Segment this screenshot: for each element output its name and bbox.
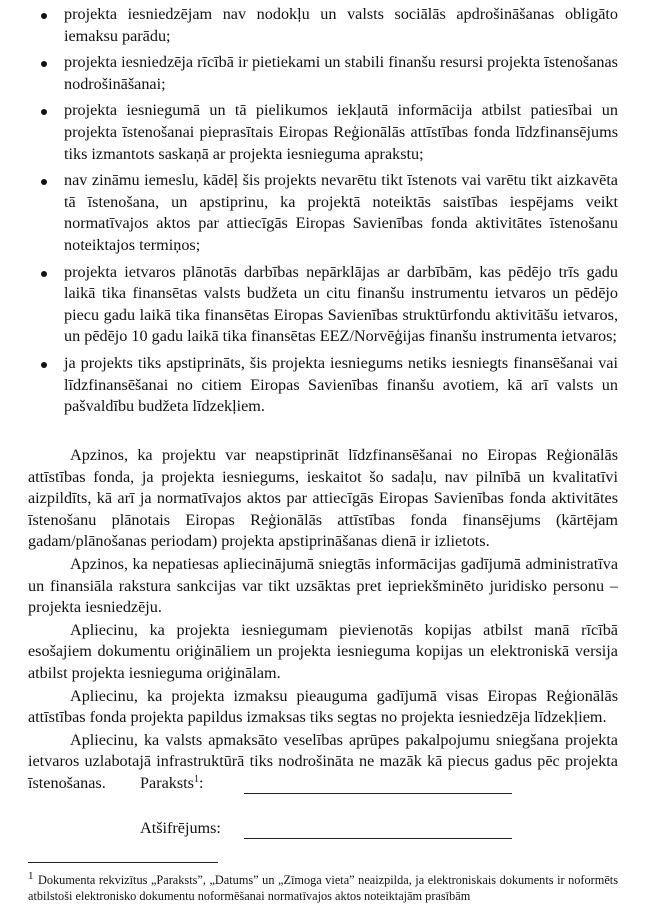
signature-label [140, 774, 203, 793]
paragraph-certify-copies: Apliecinu, ka projekta iesniegumam pievienotās kopijas atbilst manā rīcībā esošajiem dokumentu oriģināliem un projekta iesnieguma kopijas un elektroniskā versija atbilst projekta iesnieguma oriģinālam. [28, 620, 618, 682]
footnote [28, 870, 618, 904]
paragraph-acknowledgement-funding: Apzinos, ka projektu var neapstiprināt līdzfinansēšanai no Eiropas Reģionālās attīstības fonda, ja projekta iesniegums, ieskaitot šo sadaļu, nav pilnībā un kvalitatīvi aizpildīts, kā arī ja normatīvajos aktos par attiecīgās Eiropas Savienības fonda aktivitātes īstenošanu plānotais Eiropas Reģionālās attīstības fonda finansējums (kārtējam gadam/plānošanas periodam) projekta apstiprināšanas dienā ir izlietots. [28, 446, 618, 551]
bullet-text: ja projekts tiks apstiprināts, šis projekta iesniegums netiks iesniegts finansēšanai vai līdzfinansēšanai no citiem Eiropas Savienības finanšu avotiem, kā arī valsts un pašvaldību budžeta līdzekļiem. [64, 353, 618, 416]
bullet-item [0, 52, 618, 95]
bullet-icon [41, 13, 47, 19]
bullet-text: projekta iesniedzēja rīcībā ir pietiekami un stabili finanšu resursi projekta īstenošanas nodrošināšanai; [64, 53, 618, 93]
bullet-icon [41, 271, 47, 277]
signature-label-text: Paraksts [140, 774, 194, 792]
paragraph-certify-costs: Apliecinu, ka projekta izmaksu pieauguma gadījumā visas Eiropas Reģionālās attīstības fonda projekta papildus izmaksas tiks segtas no projekta iesniedzēja līdzekļiem. [28, 686, 618, 727]
declaration-bullet-list [0, 4, 645, 423]
signature-colon: : [198, 774, 204, 792]
bullet-item [0, 353, 618, 418]
bullet-icon [41, 109, 47, 115]
transcript-label: Atšifrējums: [140, 819, 221, 837]
bullet-item [0, 100, 618, 165]
transcript-line[interactable] [244, 838, 512, 839]
bullet-text: nav zināmu iemeslu, kādēļ šis projekts nevarētu tikt īstenots vai varētu tikt aizkavēta tā īstenošana, un apstiprinu, ka projektā noteiktās saistības iespējams veikt normatīvajos aktos par attiecīgās Eiropas Savienības fonda aktivitātes īstenošanu noteiktajos termiņos; [64, 171, 618, 254]
declaration-paragraphs [28, 445, 618, 795]
bullet-text: projekta iesniegumā un tā pielikumos iekļautā informācija atbilst patiesībai un projekta īstenošanai pieprasītais Eiropas Reģionālās attīstības fonda līdzfinansējums tiks izmantots saskaņā ar projekta iesnieguma aprakstu; [64, 101, 618, 163]
signature-line[interactable] [244, 793, 512, 794]
bullet-text: projekta iesniedzējam nav nodokļu un valsts sociālās apdrošināšanas obligāto iemaksu parādu; [64, 5, 618, 45]
bullet-item [0, 262, 618, 348]
footnote-text: Dokumenta rekvizītus „Paraksts”, „Datums” un „Zīmoga vieta” neaizpilda, ja elektroniskais dokuments ir noformēts atbilstoši elektronisko dokumentu noformēšanai normatīvajos aktos noteiktajām prasībām [28, 873, 618, 903]
footnote-mark: 1 [28, 870, 34, 882]
bullet-item [0, 4, 618, 47]
footnote-divider [28, 862, 218, 863]
bullet-icon [41, 179, 47, 185]
bullet-text: projekta ietvaros plānotās darbības nepārklājas ar darbībām, kas pēdējo trīs gadu laikā tika finansētas valsts budžeta un citu finanšu instrumentu ietvaros un pēdējo piecu gadu laikā tika finansētas Eiropas Savienības struktūrfondu aktivitāšu ietvaros, un pēdējo 10 gadu laikā tika finansētas EEZ/Norvēģijas finanšu instrumenta ietvaros; [64, 262, 618, 346]
paragraph-certify-healthcare: Apliecinu, ka valsts apmaksāto veselības aprūpes pakalpojumu sniegšana projekta ietvaros uzlabotajā infrastruktūrā tiks nodrošināta ne mazāk kā piecus gadus pēc projekta īstenošanas. [28, 730, 618, 792]
bullet-item [0, 170, 618, 256]
bullet-icon [41, 362, 47, 368]
paragraph-acknowledgement-sanctions: Apzinos, ka nepatiesas apliecinājumā sniegtās informācijas gadījumā administratīva un finansiāla rakstura sankcijas var tikt uzsāktas pret iepriekšminēto juridisko personu – projekta iesniedzēju. [28, 554, 618, 617]
footnote-reference[interactable]: 1 [193, 774, 199, 785]
bullet-icon [41, 61, 47, 67]
